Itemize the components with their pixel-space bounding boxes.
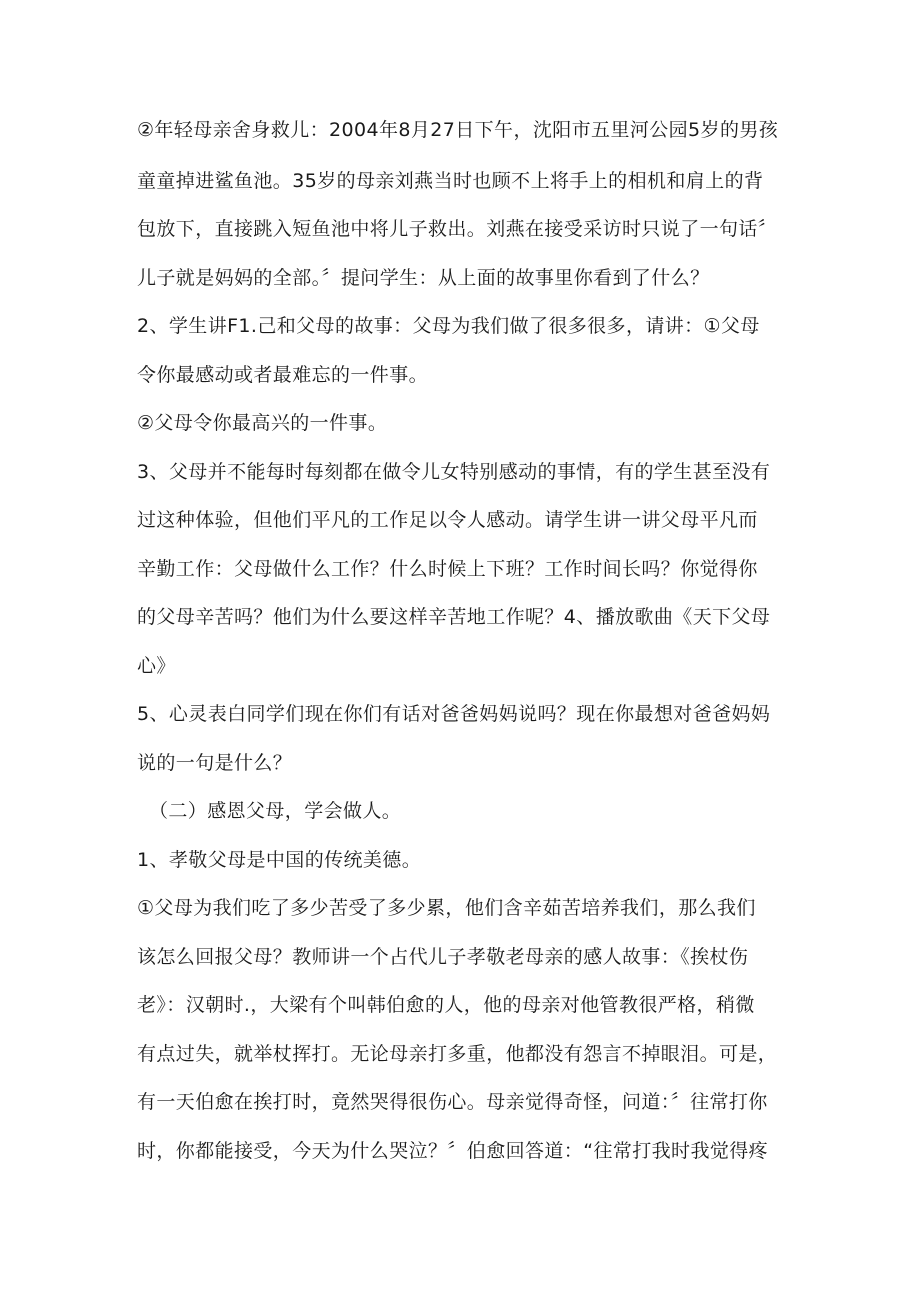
text-line: 5、心灵表白同学们现在你们有话对爸爸妈妈说吗？现在你最想对爸爸妈妈 xyxy=(137,703,771,725)
text-line: 时，你都能接受，今天为什么哭泣？〞伯愈回答道：“往常打我时我觉得疼 xyxy=(137,1140,769,1162)
text-line: ①父母为我们吃了多少苦受了多少累，他们含辛茹苦培养我们，那么我们 xyxy=(137,897,756,919)
text-line: 有点过失，就举杖挥打。无论母亲打多重，他都没有怨言不掉眼泪。可是， xyxy=(137,1043,778,1065)
text-line: 令你最感动或者最难忘的一件事。 xyxy=(137,364,429,386)
text-line: 1、孝敬父母是中国的传统美德。 xyxy=(137,849,422,871)
text-line: 包放下，直接跳入短鱼池中将儿子救出。刘燕在接受采访时只说了一句话〞 xyxy=(137,218,778,240)
text-line: 心》 xyxy=(137,655,176,677)
text-line: 儿子就是妈妈的全部。〞提问学生：从上面的故事里你看到了什么？ xyxy=(137,267,710,289)
text-line: 过这种体验，但他们平凡的工作足以令人感动。请学生讲一讲父母平凡而 xyxy=(137,509,758,531)
section-heading: （二）感恩父母，学会做人。 xyxy=(149,800,402,822)
text-line: ②年轻母亲舍身救儿：2004年8月27日下午，沈阳市五里河公园5岁的男孩 xyxy=(137,119,779,141)
text-line: 老》：汉朝时.，大梁有个叫韩伯愈的人，他的母亲对他管教很严格，稍微 xyxy=(137,994,755,1016)
text-line: 辛勤工作：父母做什么工作？什么时候上下班？工作时间长吗？你觉得你 xyxy=(137,558,758,580)
text-line: 童童掉进鲨鱼池。35岁的母亲刘燕当时也顾不上将手上的相机和肩上的背 xyxy=(137,170,764,192)
text-line: 该怎么回报父母？教师讲一个占代儿子孝敬老母亲的感人故事：《挨杖伤 xyxy=(137,946,749,968)
text-line: 2、学生讲F1.己和父母的故事：父母为我们做了很多很多，请讲：①父母 xyxy=(137,315,760,337)
text-line: ②父母令你最高兴的一件事。 xyxy=(137,412,388,434)
text-line: 3、父母并不能每时每刻都在做令儿女特别感动的事情，有的学生甚至没有 xyxy=(137,461,771,483)
text-line: 的父母辛苦吗？他们为什么要这样辛苦地工作呢？4、播放歌曲《天下父母 xyxy=(137,606,771,628)
text-line: 说的一句是什么？ xyxy=(137,752,293,774)
text-line: 有一天伯愈在挨打时，竟然哭得很伤心。母亲觉得奇怪，问道：〞往常打你 xyxy=(137,1091,768,1113)
